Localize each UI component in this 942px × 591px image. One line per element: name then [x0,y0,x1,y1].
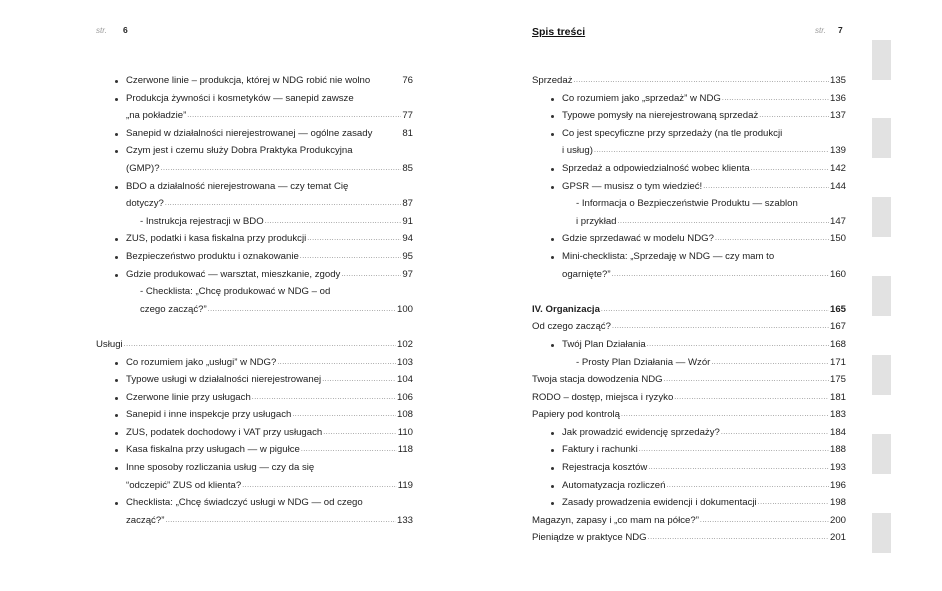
toc-entry[interactable] [532,301,846,319]
toc-entry-title: i przykład [576,215,617,227]
toc-entry-continuation[interactable] [96,477,413,495]
thumb-tab[interactable] [872,513,891,553]
dot-leader [124,336,396,354]
toc-entry[interactable] [532,389,846,407]
toc-entry[interactable] [532,72,846,90]
dot-leader [341,266,401,284]
toc-entry-title: Zasady prowadzenia ewidencji i dokumentacji [562,497,757,509]
dot-leader [187,107,401,125]
toc-entry[interactable] [96,90,413,108]
toc-entry[interactable] [532,248,846,266]
dot-leader [323,424,396,442]
toc-entry-title: Co rozumiem jako „sprzedaż” w NDG [562,92,721,104]
toc-page-number: 95 [402,250,413,262]
toc-entry[interactable] [532,371,846,389]
toc-page-number: 184 [829,426,846,438]
dot-leader [165,195,401,213]
dot-leader [703,178,829,196]
dot-leader [721,424,829,442]
toc-entry-title: Gdzie sprzedawać w modelu NDG? [562,233,714,245]
toc-entry-title: Typowe pomysły na nierejestrowaną sprzedaż [562,110,759,122]
dot-leader [618,213,829,231]
toc-page-number: 108 [396,409,413,421]
toc-entry[interactable] [532,441,846,459]
toc-entry-title: Checklista: „Chcę świadczyć usługi w NDG — od czego [126,497,363,509]
toc-entry-title: Pieniądze w praktyce NDG [532,532,647,544]
dot-leader [594,142,829,160]
toc-entry-continuation[interactable] [96,160,413,178]
toc-entry-title: Twój Plan Działania [562,338,646,350]
dot-leader [301,441,397,459]
dot-leader [292,406,396,424]
dot-leader [574,72,829,90]
toc-entry[interactable] [96,266,413,284]
thumb-tab[interactable] [872,276,891,316]
toc-page-number: 91 [402,215,413,227]
toc-entry[interactable] [532,125,846,143]
toc-entry-title: - Instrukcja rejestracji w BDO [140,215,264,227]
toc-entry[interactable] [532,354,846,372]
toc-entry-continuation[interactable] [96,301,413,319]
toc-page-number: 103 [396,356,413,368]
dot-leader [601,301,829,319]
toc-entry[interactable] [96,354,413,372]
toc-entry[interactable] [96,459,413,477]
toc-entry[interactable] [532,477,846,495]
toc-entry-continuation[interactable] [96,107,413,125]
dot-leader [612,318,829,336]
toc-entry-title: Usługi [96,338,123,350]
toc-entry[interactable] [532,107,846,125]
toc-entry[interactable] [532,230,846,248]
toc-page-number: 100 [396,303,413,315]
thumb-tab[interactable] [872,434,891,474]
toc-entry-title: “odczepić” ZUS od klienta? [126,479,242,491]
toc-entry-continuation[interactable] [532,266,846,284]
dot-leader [648,529,829,547]
toc-entry-title: Bezpieczeństwo produktu i oznakowanie [126,250,299,262]
toc-entry[interactable] [532,459,846,477]
toc-entry[interactable] [532,512,846,530]
toc-page-number: 110 [397,426,413,438]
toc-entry[interactable] [532,178,846,196]
thumb-tab[interactable] [872,355,891,395]
toc-entry-continuation[interactable] [96,195,413,213]
toc-entry[interactable] [96,389,413,407]
toc-entry[interactable] [96,336,413,354]
toc-spacer [532,283,846,301]
toc-entry-title: Sprzedaż [532,75,573,86]
dot-leader [758,494,829,512]
toc-entry-title: Produkcja żywności i kosmetyków — sanepid zawsze [126,92,354,104]
thumb-tab[interactable] [872,197,891,237]
toc-entry-title: - Checklista: „Chcę produkować w NDG – od [140,286,331,298]
toc-entry-title: Sprzedaż a odpowiedzialność wobec klienta [562,162,750,174]
toc-page-number: 106 [396,391,413,403]
toc-entry[interactable] [96,178,413,196]
dot-leader [700,512,829,530]
toc-entry-title: GPSR — musisz o tym wiedzieć! [562,180,703,192]
dot-leader [711,354,829,372]
toc-entry[interactable] [96,125,413,143]
toc-entry-title: - Prosty Plan Działania — Wzór [576,356,711,368]
toc-entry-continuation[interactable] [532,142,846,160]
dot-leader [751,160,829,178]
dot-leader [612,266,829,284]
toc-entry-title: Typowe usługi w działalności nierejestrowanej [126,374,322,386]
toc-entry-title: ZUS, podatki i kasa fiskalna przy produkcji [126,233,307,245]
dot-leader [722,90,829,108]
toc-page-number: 165 [829,303,846,315]
toc-entry-title: ZUS, podatek dochodowy i VAT przy usługach [126,426,323,438]
dot-leader [165,512,396,530]
dot-leader [242,477,397,495]
toc-entry-title: Papiery pod kontrolą [532,409,620,421]
toc-page-number: 171 [829,356,846,368]
toc-entry-continuation[interactable] [532,213,846,231]
toc-entry-title: RODO – dostęp, miejsca i ryzyko [532,391,674,403]
toc-entry[interactable] [532,90,846,108]
page-number: 6 [123,25,128,35]
toc-entry[interactable] [96,230,413,248]
toc-page-number: 137 [829,110,846,122]
toc-entry[interactable] [532,406,846,424]
toc-entry-title: czego zacząć?” [140,303,207,315]
toc-page-number: 142 [829,162,846,174]
toc-entry-title: dotyczy? [126,198,164,210]
toc-entry-continuation[interactable] [96,512,413,530]
page-label: str. [815,26,826,35]
toc-page-number: 119 [397,479,413,491]
toc-entry[interactable] [532,160,846,178]
toc-entry[interactable] [96,283,413,301]
toc-list-left [96,72,413,529]
toc-entry-title: Magazyn, zapasy i „co mam na półce?” [532,514,699,526]
toc-page-number: 104 [396,374,413,386]
toc-entry-title: Inne sposoby rozliczania usług — czy da się [126,462,315,474]
toc-page-number: 139 [829,145,846,157]
toc-entry-title: Czym jest i czemu służy Dobra Praktyka Produkcyjna [126,145,353,157]
toc-entry-title: ogarnięte?” [562,268,611,280]
toc-entry-title: Jak prowadzić ewidencję sprzedaży? [562,426,720,438]
dot-leader [322,371,396,389]
toc-entry-title: zacząć?” [126,514,165,526]
toc-entry[interactable] [96,248,413,266]
dot-leader [664,371,829,389]
toc-entry-title: - Informacja o Bezpieczeństwie Produktu — szablon [576,198,798,210]
toc-page-number: 77 [402,110,413,122]
toc-entry[interactable] [96,441,413,459]
toc-entry[interactable] [96,406,413,424]
dot-leader [715,230,829,248]
toc-entry-title: Od czego zacząć? [532,321,611,333]
toc-page-number: 193 [829,462,846,474]
toc-page-number: 201 [829,532,846,544]
toc-entry[interactable] [96,371,413,389]
toc-page-number: 102 [396,338,413,350]
dot-leader [161,160,402,178]
toc-page-number: 135 [829,75,846,86]
toc-page-number: 94 [402,233,413,245]
toc-entry-title: Czerwone linie – produkcja, której w NDG robić nie wolno [126,75,371,86]
toc-list-right [532,72,846,547]
toc-page-number: 118 [397,444,413,456]
toc-entry[interactable] [532,318,846,336]
toc-page-number: 85 [402,162,413,174]
toc-entry[interactable] [96,494,413,512]
toc-entry-title: i usług) [562,145,593,157]
toc-entry-title: Rejestracja kosztów [562,462,648,474]
toc-page-number: 76 [402,75,413,86]
toc-entry[interactable] [96,72,413,90]
toc-page-number: 188 [829,444,846,456]
toc-entry-title: Sanepid w działalności nierejestrowanej — ogólne zasady [126,127,373,139]
toc-entry[interactable] [532,336,846,354]
toc-page-number: 97 [402,268,413,280]
dot-leader [277,354,396,372]
toc-entry-title: BDO a działalność nierejestrowana — czy temat Cię [126,180,349,192]
toc-title: Spis treści [532,26,586,38]
toc-page-number: 150 [829,233,846,245]
toc-entry-title: Czerwone linie przy usługach [126,391,251,403]
toc-page-number: 196 [829,479,846,491]
toc-entry[interactable] [96,142,413,160]
dot-leader [252,389,396,407]
toc-page-number: 198 [829,497,846,509]
dot-leader [300,248,402,266]
toc-page-number: 175 [829,374,846,386]
toc-page-number: 181 [829,391,846,403]
toc-entry-title: Gdzie produkować — warsztat, mieszkanie, zgody [126,268,341,280]
toc-page-number: 87 [402,198,413,210]
toc-page-number: 200 [829,514,846,526]
toc-page-number: 133 [396,514,413,526]
toc-entry-title: IV. Organizacja [532,303,600,315]
toc-entry[interactable] [532,424,846,442]
page-number: 7 [838,25,843,35]
toc-page-number: 136 [829,92,846,104]
toc-page-number: 160 [829,268,846,280]
toc-page-number: 144 [829,180,846,192]
toc-entry-title: Faktury i rachunki [562,444,638,456]
dot-leader [265,213,402,231]
toc-entry-title: Automatyzacja rozliczeń [562,479,666,491]
dot-leader [666,477,829,495]
thumb-tab[interactable] [872,118,891,158]
toc-page-number: 167 [829,321,846,333]
toc-entry-title: Twoja stacja dowodzenia NDG [532,374,663,386]
page-label: str. [96,26,107,35]
toc-entry-title: Mini-checklista: „Sprzedaję w NDG — czy mam to [562,250,775,262]
toc-page-number: 168 [829,338,846,350]
toc-entry-title: (GMP)? [126,162,160,174]
toc-entry-title: Co jest specyficzne przy sprzedaży (na tle produkcji [562,127,783,139]
dot-leader [639,441,829,459]
toc-page-number: 147 [829,215,846,227]
dot-leader [621,406,829,424]
toc-entry[interactable] [532,494,846,512]
toc-entry-title: Co rozumiem jako „usługi” w NDG? [126,356,277,368]
toc-entry[interactable] [96,213,413,231]
dot-leader [648,459,829,477]
toc-entry-title: Kasa fiskalna przy usługach — w pigułce [126,444,300,456]
toc-entry-title: Sanepid i inne inspekcje przy usługach [126,409,292,421]
dot-leader [674,389,829,407]
toc-entry[interactable] [96,424,413,442]
toc-entry-title: „na pokładzie” [126,110,187,122]
dot-leader [759,107,829,125]
dot-leader [208,301,396,319]
dot-leader [307,230,401,248]
thumb-tab[interactable] [872,40,891,80]
toc-entry[interactable] [532,529,846,547]
toc-spacer [96,318,413,336]
toc-page-number: 81 [402,127,413,139]
dot-leader [647,336,829,354]
toc-page-number: 183 [829,409,846,421]
toc-entry[interactable] [532,195,846,213]
